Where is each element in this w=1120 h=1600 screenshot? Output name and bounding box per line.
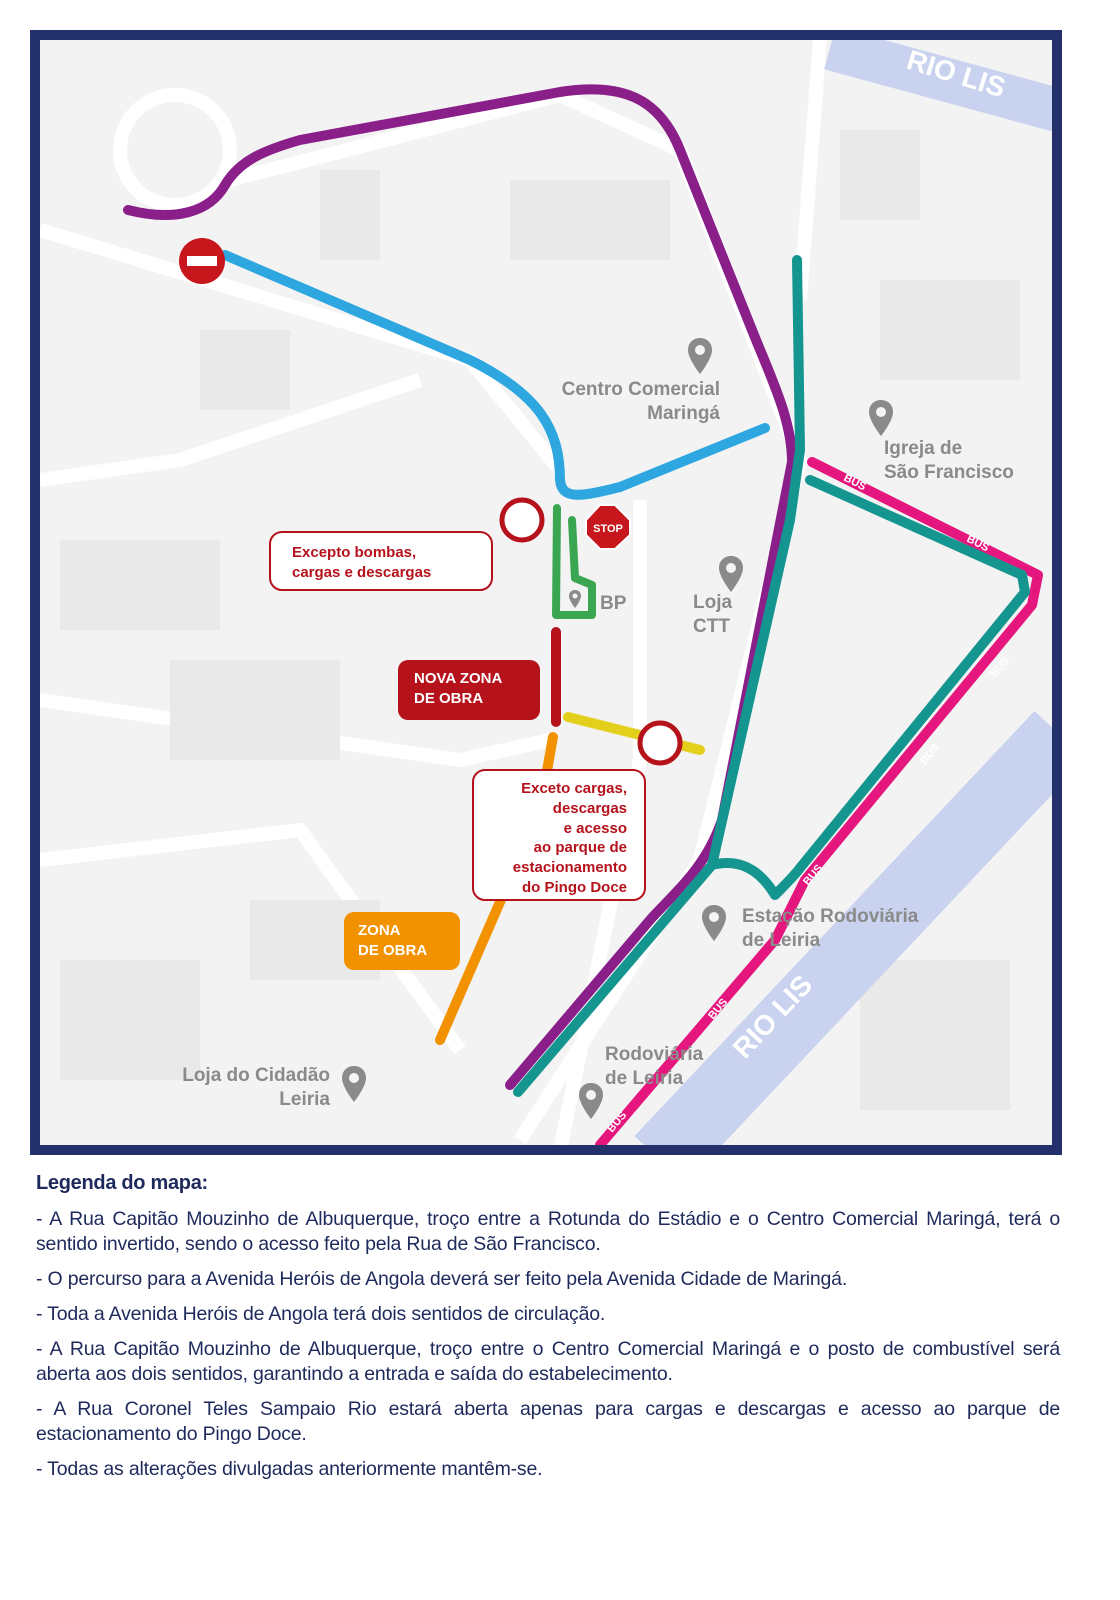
svg-text:STOP: STOP bbox=[593, 523, 623, 535]
svg-text:cargas e descargas: cargas e descargas bbox=[292, 564, 432, 581]
restriction-sign-icon bbox=[640, 723, 680, 763]
map-legend bbox=[36, 1172, 1060, 1492]
svg-text:Rodoviária: Rodoviária bbox=[605, 1044, 704, 1065]
legend-title: Legenda do mapa: bbox=[36, 1172, 208, 1194]
svg-text:BUS: BUS bbox=[918, 741, 943, 767]
legend-item: - Todas as alterações divulgadas anteriormente mantêm-se. bbox=[36, 1458, 543, 1480]
river-label-north: RIO LIS bbox=[903, 44, 1010, 104]
svg-text:Centro Comercial: Centro Comercial bbox=[561, 379, 720, 400]
svg-text:Estação Rodoviária: Estação Rodoviária bbox=[742, 906, 919, 927]
svg-text:e acesso: e acesso bbox=[563, 820, 627, 837]
callout-exceto-cargas bbox=[473, 770, 645, 900]
svg-text:Loja: Loja bbox=[693, 592, 733, 613]
svg-text:BP: BP bbox=[600, 593, 627, 614]
svg-text:Excepto bombas,: Excepto bombas, bbox=[292, 544, 417, 561]
svg-text:do Pingo Doce: do Pingo Doce bbox=[522, 879, 627, 896]
svg-text:BUS: BUS bbox=[988, 654, 1013, 680]
svg-text:Leiria: Leiria bbox=[279, 1089, 330, 1110]
svg-text:São Francisco: São Francisco bbox=[884, 462, 1014, 483]
no-entry-sign-icon bbox=[179, 238, 225, 284]
svg-text:descargas: descargas bbox=[552, 800, 627, 817]
river-label-south: RIO LIS bbox=[726, 968, 819, 1065]
svg-text:DE OBRA: DE OBRA bbox=[358, 942, 428, 959]
svg-text:ao parque de: ao parque de bbox=[533, 839, 627, 856]
svg-text:ZONA: ZONA bbox=[358, 922, 401, 939]
svg-text:CTT: CTT bbox=[693, 616, 730, 637]
svg-text:de Leiria: de Leiria bbox=[742, 930, 821, 951]
svg-text:de Leiria: de Leiria bbox=[605, 1068, 684, 1089]
svg-text:Exceto cargas,: Exceto cargas, bbox=[521, 780, 627, 797]
svg-text:Igreja de: Igreja de bbox=[884, 438, 963, 459]
legend-item: - Toda a Avenida Heróis de Angola terá dois sentidos de circulação. bbox=[36, 1303, 606, 1325]
callout-excepto-bombas bbox=[270, 532, 492, 590]
callout-zona-de-obra bbox=[344, 912, 460, 970]
svg-text:Loja do Cidadão: Loja do Cidadão bbox=[182, 1065, 330, 1086]
svg-text:BUS: BUS bbox=[841, 471, 868, 494]
svg-text:BUS: BUS bbox=[605, 1109, 630, 1135]
svg-text:BUS: BUS bbox=[801, 862, 826, 888]
svg-text:NOVA ZONA: NOVA ZONA bbox=[414, 670, 503, 687]
legend-item: - A Rua Capitão Mouzinho de Albuquerque, troço entre a Rotunda do Estádio e o Centro Comercial Maringá, terá o sentido invertido, sendo o acesso feito pela Rua de São Francisco. bbox=[36, 1208, 1060, 1255]
svg-text:BUS: BUS bbox=[964, 532, 991, 555]
legend-item: - O percurso para a Avenida Heróis de Angola deverá ser feito pela Avenida Cidade de Maringá. bbox=[36, 1268, 848, 1290]
traffic-map bbox=[30, 30, 1062, 1155]
legend-item: - A Rua Coronel Teles Sampaio Rio estará aberta apenas para cargas e descargas e acesso ao parque de estacionamento do Pingo Doce. bbox=[36, 1398, 1060, 1445]
callout-nova-zona-de-obra bbox=[398, 660, 540, 720]
svg-text:BUS: BUS bbox=[706, 996, 731, 1022]
restriction-sign-icon bbox=[502, 500, 542, 540]
svg-text:Maringá: Maringá bbox=[647, 403, 720, 424]
legend-item: - A Rua Capitão Mouzinho de Albuquerque, troço entre o Centro Comercial Maringá e o posto de combustível será aberta aos dois sentidos, garantindo a entrada e saída do estabelecimento. bbox=[36, 1338, 1060, 1385]
svg-text:DE OBRA: DE OBRA bbox=[414, 690, 484, 707]
svg-text:estacionamento: estacionamento bbox=[512, 859, 627, 876]
